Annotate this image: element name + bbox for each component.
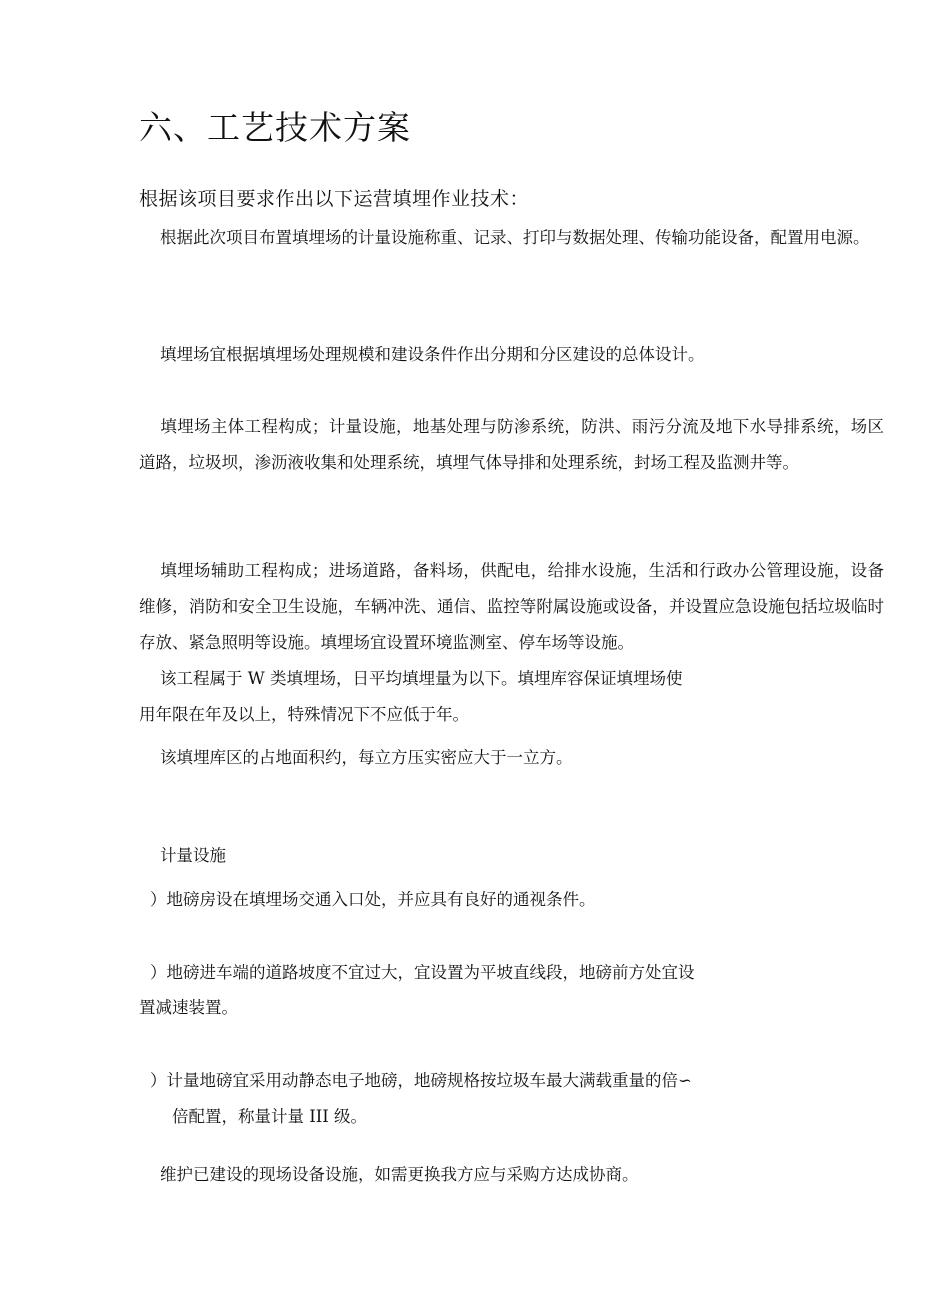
paragraph-metering-equipment <box>139 220 884 256</box>
line-area: 该填埋库区的占地面积约，每立方压实密应大于一立方。 <box>160 748 573 767</box>
paragraph-text: 填埋场辅助工程构成；进场道路，备料场，供配电，给排水设施，生活和行政办公管理设施，设备维修，消防和安全卫生设施，车辆冲洗、通信、监控等附属设施或设备，并设置应急设施包括垃圾临时存放、紧急照明等设施。填埋场宜设置环境监测室、停车场等设施。 <box>139 561 884 652</box>
page-title: 六、工艺技术方案 <box>139 108 411 147</box>
paragraph-main-works <box>139 409 884 481</box>
paragraph-auxiliary-works <box>139 553 884 661</box>
line-w-class-1: 该工程属于 W 类填埋场，日平均填埋量为以下。填埋库容保证填埋场使 <box>160 669 683 688</box>
paragraph-text: 填埋场宜根据填埋场处理规模和建设条件作出分期和分区建设的总体设计。 <box>160 345 705 364</box>
line-maintenance: 维护已建设的现场设备设施，如需更换我方应与采购方达成协商。 <box>160 1165 639 1184</box>
paragraph-text: 根据此次项目布置填埋场的计量设施称重、记录、打印与数据处理、传输功能设备，配置用电源。 <box>160 228 870 247</box>
line-w-class-2: 用年限在年及以上，特殊情况下不应低于年。 <box>139 705 469 724</box>
heading-metering-facilities: 计量设施 <box>160 846 226 865</box>
list-item-2-line-2: 置减速装置。 <box>139 998 238 1017</box>
list-item-2-line-1: ）地磅进车端的道路坡度不宜过大，宜设置为平坡直线段，地磅前方处宜设 <box>150 963 695 982</box>
paragraph-text: 填埋场主体工程构成；计量设施，地基处理与防渗系统，防洪、雨污分流及地下水导排系统，场区道路，垃圾坝，渗沥液收集和处理系统，填埋气体导排和处理系统，封场工程及监测井等。 <box>139 417 884 472</box>
section-subtitle: 根据该项目要求作出以下运营填埋作业技术： <box>139 188 530 210</box>
paragraph-phased-design <box>139 337 884 373</box>
list-item-1: ）地磅房设在填埋场交通入口处，并应具有良好的通视条件。 <box>150 890 596 909</box>
list-item-3-line-2: 倍配置，称量计量 III 级。 <box>172 1107 368 1126</box>
list-item-3-line-1: ）计量地磅宜采用动静态电子地磅，地磅规格按垃圾车最大满载重量的倍∽ <box>150 1071 692 1090</box>
